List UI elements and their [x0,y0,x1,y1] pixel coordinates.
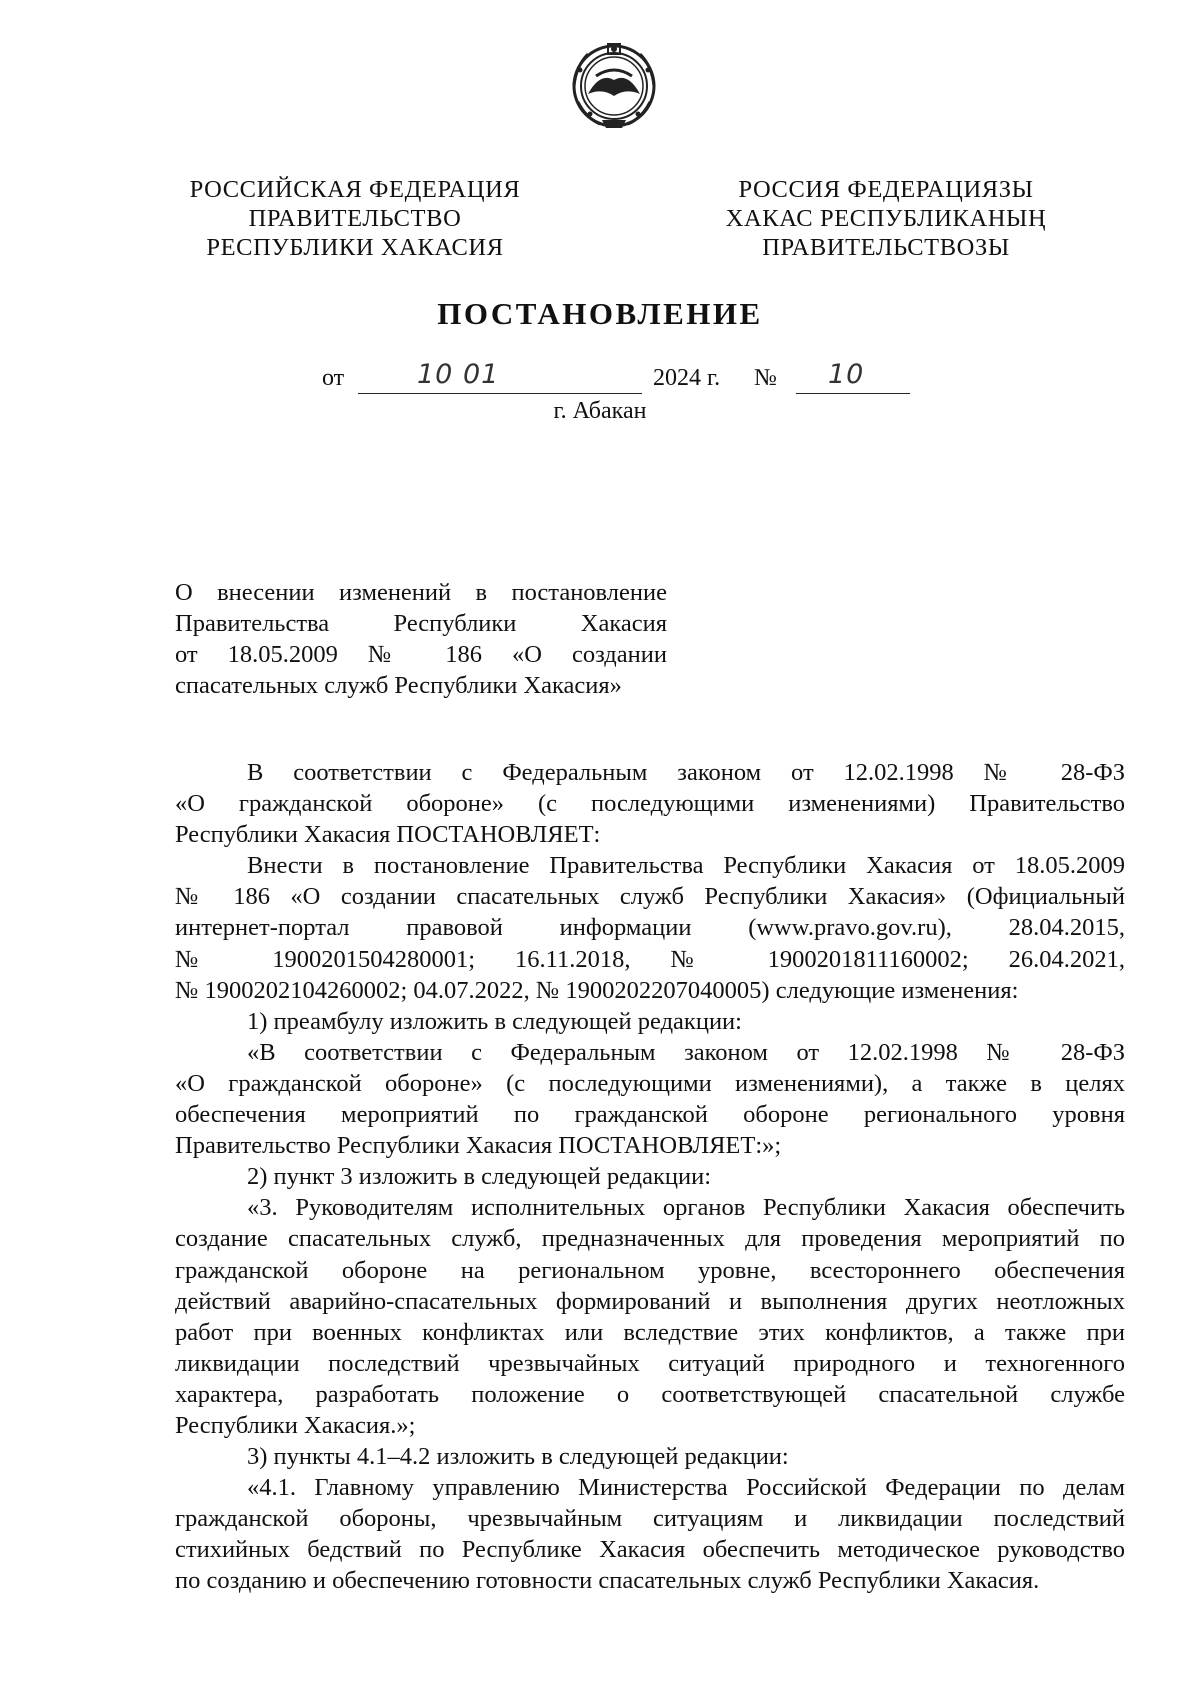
document-subject [175,577,667,701]
body-line: «О гражданской обороне» (с последующими изменениями), а также в целях [175,1069,1125,1097]
subject-line: от 18.05.2009 № 186 «О создании [175,641,667,668]
body-line: 1) преамбулу изложить в следующей редакции: [247,1007,742,1035]
header-left-line: РЕСПУБЛИКИ ХАКАСИЯ [206,234,504,261]
body-line: создание спасательных служб, предназначенных для проведения мероприятий по [175,1225,1125,1253]
body-line: стихийных бедствий по Республике Хакасия обеспечить методическое руководство [175,1536,1125,1564]
body-line: № 1900201504280001; 16.11.2018, № 1900201811160002; 26.04.2021, [175,945,1125,973]
handwritten-number: 10 [828,359,865,390]
header-left-line: РОССИЙСКАЯ ФЕДЕРАЦИЯ [189,176,521,203]
body-line: 2) пункт 3 изложить в следующей редакции: [247,1163,712,1191]
number-label: № [754,365,777,391]
body-line: по созданию и обеспечению готовности спасательных служб Республики Хакасия. [175,1567,1040,1595]
emblem-icon [566,36,662,132]
body-line: В соответствии с Федеральным законом от 12.02.1998 № 28-ФЗ [247,759,1125,786]
body-line: гражданской обороны, чрезвычайным ситуациям и ликвидации последствий [175,1505,1125,1533]
document-body [175,757,1125,1597]
body-line: обеспечения мероприятий по гражданской обороне регионального уровня [175,1101,1125,1129]
city-name: г. Абакан [553,398,647,424]
year-label: 2024 г. [653,365,721,391]
body-line: ликвидации последствий чрезвычайных ситуаций природного и техногенного [175,1349,1125,1377]
coat-of-arms-emblem [566,36,662,132]
subject-line: спасательных служб Республики Хакасия» [175,672,622,699]
date-number-line [322,359,922,395]
header-russian [170,175,540,262]
body-line: «4.1. Главному управлению Министерства Российской Федерации по делам [247,1474,1125,1502]
number-underline [796,393,910,394]
subject-line: Правительства Республики Хакасия [175,610,667,637]
body-line: работ при военных конфликтах или вследствие этих конфликтов, а также при [175,1318,1125,1346]
body-line: № 186 «О создании спасательных служб Республики Хакасия» (Официальный [175,883,1125,911]
document-type-title: ПОСТАНОВЛЕНИЕ [437,296,763,331]
body-line: Республики Хакасия.»; [175,1411,416,1439]
body-line: № 1900202104260002; 04.07.2022, № 1900202207040005) следующие изменения: [175,976,1019,1004]
body-line: «О гражданской обороне» (с последующими изменениями) Правительство [175,790,1125,818]
header-right-line: ХАКАС РЕСПУБЛИКАНЫҢ [725,205,1047,232]
body-line: «В соответствии с Федеральным законом от 12.02.1998 № 28-ФЗ [247,1038,1125,1066]
body-line: 3) пункты 4.1–4.2 изложить в следующей редакции: [247,1443,789,1471]
body-line: характера, разработать положение о соответствующей спасательной службе [175,1380,1125,1408]
body-line: гражданской обороне на региональном уровне, всестороннего обеспечения [175,1256,1125,1284]
body-line: Правительство Республики Хакасия ПОСТАНОВЛЯЕТ:»; [175,1132,782,1160]
header-khakas [716,175,1056,262]
body-line: Внести в постановление Правительства Республики Хакасия от 18.05.2009 [247,852,1125,880]
date-from-label: от [322,365,345,391]
header-right-line: ПРАВИТЕЛЬСТВОЗЫ [762,234,1010,261]
header-left-line: ПРАВИТЕЛЬСТВО [248,205,462,232]
header-right-line: РОССИЯ ФЕДЕРАЦИЯЗЫ [738,176,1034,203]
handwritten-date: 10 01 [417,359,500,390]
subject-line: О внесении изменений в постановление [175,579,667,606]
body-line: действий аварийно-спасательных формирований и выполнения других неотложных [175,1287,1125,1315]
body-line: Республики Хакасия ПОСТАНОВЛЯЕТ: [175,821,601,849]
body-line: «3. Руководителям исполнительных органов Республики Хакасия обеспечить [247,1194,1125,1222]
body-line: интернет-портал правовой информации (www.pravo.gov.ru), 28.04.2015, [175,914,1125,942]
date-underline [358,393,642,394]
